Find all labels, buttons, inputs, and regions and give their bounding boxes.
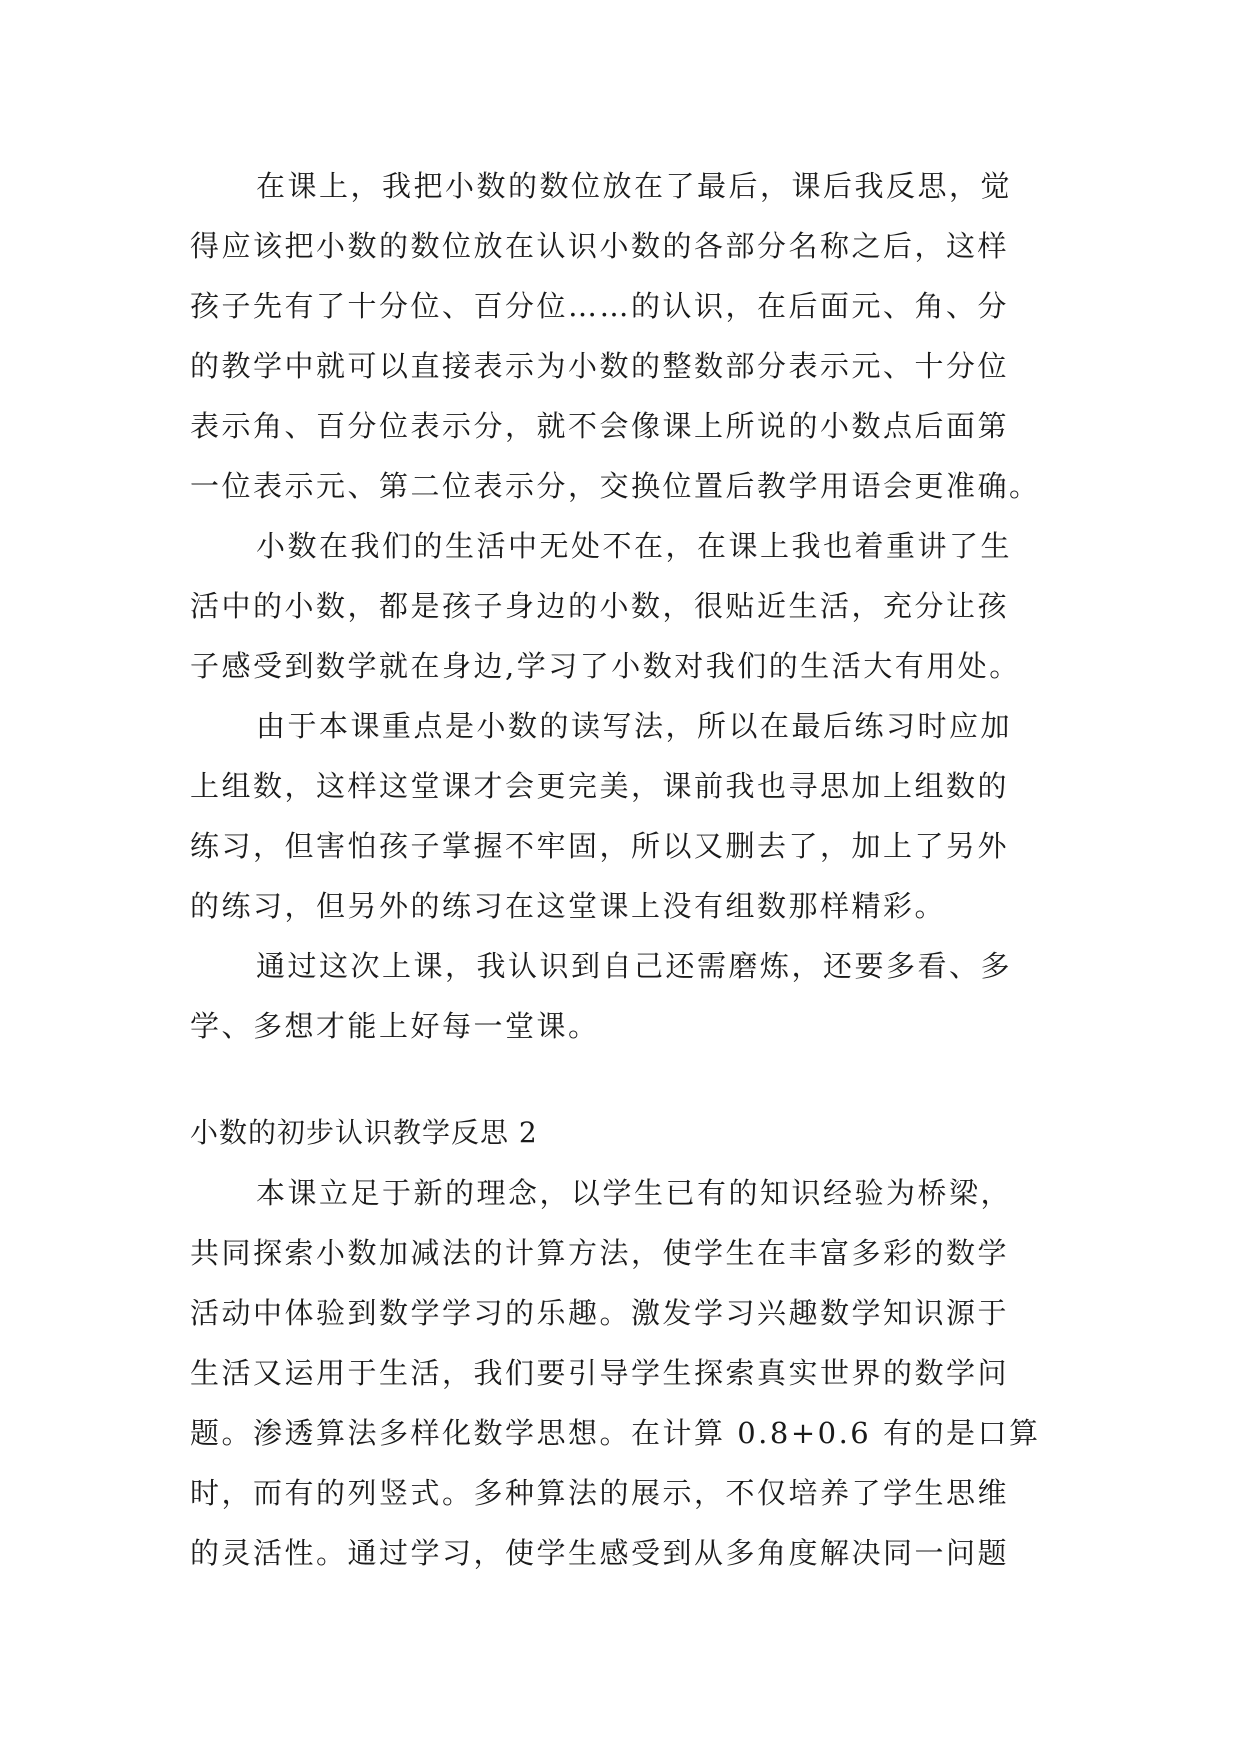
section-heading: 小数的初步认识教学反思 2	[190, 1116, 538, 1149]
paragraph-1-line-1: 在课上，我把小数的数位放在了最后，课后我反思，觉	[256, 169, 1013, 203]
paragraph-5-line-1: 本课立足于新的理念，以学生已有的知识经验为桥梁，	[256, 1176, 1013, 1210]
paragraph-1-line-3: 孩子先有了十分位、百分位……的认识，在后面元、角、分	[190, 289, 1010, 323]
paragraph-1-line-5: 表示角、百分位表示分，就不会像课上所说的小数点后面第	[190, 409, 1010, 443]
paragraph-3-line-2: 上组数，这样这堂课才会更完美，课前我也寻思加上组数的	[190, 769, 1010, 803]
paragraph-2-line-2: 活中的小数，都是孩子身边的小数，很贴近生活，充分让孩	[190, 589, 1010, 623]
paragraph-4-line-1: 通过这次上课，我认识到自己还需磨炼，还要多看、多	[256, 949, 1013, 983]
reflection-section-1	[190, 156, 1050, 1056]
reflection-section-2	[190, 1163, 1050, 1583]
paragraph-5-line-3: 活动中体验到数学学习的乐趣。激发学习兴趣数学知识源于	[190, 1296, 1010, 1330]
paragraph-1-line-4: 的教学中就可以直接表示为小数的整数部分表示元、十分位	[190, 349, 1010, 383]
paragraph-3-line-3: 练习，但害怕孩子掌握不牢固，所以又删去了，加上了另外	[190, 829, 1010, 863]
paragraph-3-line-4: 的练习，但另外的练习在这堂课上没有组数那样精彩。	[190, 889, 947, 923]
paragraph-5-line-4: 生活又运用于生活，我们要引导学生探索真实世界的数学问	[190, 1356, 1010, 1390]
paragraph-1-line-6: 一位表示元、第二位表示分，交换位置后教学用语会更准确。	[190, 469, 1041, 503]
paragraph-4-line-2: 学、多想才能上好每一堂课。	[190, 1009, 600, 1043]
paragraph-5-line-7: 的灵活性。通过学习，使学生感受到从多角度解决同一问题	[190, 1536, 1010, 1570]
paragraph-2-line-1: 小数在我们的生活中无处不在，在课上我也着重讲了生	[256, 529, 1013, 563]
paragraph-5-line-6: 时，而有的列竖式。多种算法的展示，不仅培养了学生思维	[190, 1476, 1010, 1510]
paragraph-5-line-5: 题。渗透算法多样化数学思想。在计算 0.8+0.6 有的是口算	[190, 1416, 1041, 1450]
paragraph-3-line-1: 由于本课重点是小数的读写法，所以在最后练习时应加	[256, 709, 1013, 743]
paragraph-2-line-3: 子感受到数学就在身边,学习了小数对我们的生活大有用处。	[190, 649, 1021, 683]
paragraph-1-line-2: 得应该把小数的数位放在认识小数的各部分名称之后，这样	[190, 229, 1010, 263]
paragraph-5-line-2: 共同探索小数加减法的计算方法，使学生在丰富多彩的数学	[190, 1236, 1010, 1270]
